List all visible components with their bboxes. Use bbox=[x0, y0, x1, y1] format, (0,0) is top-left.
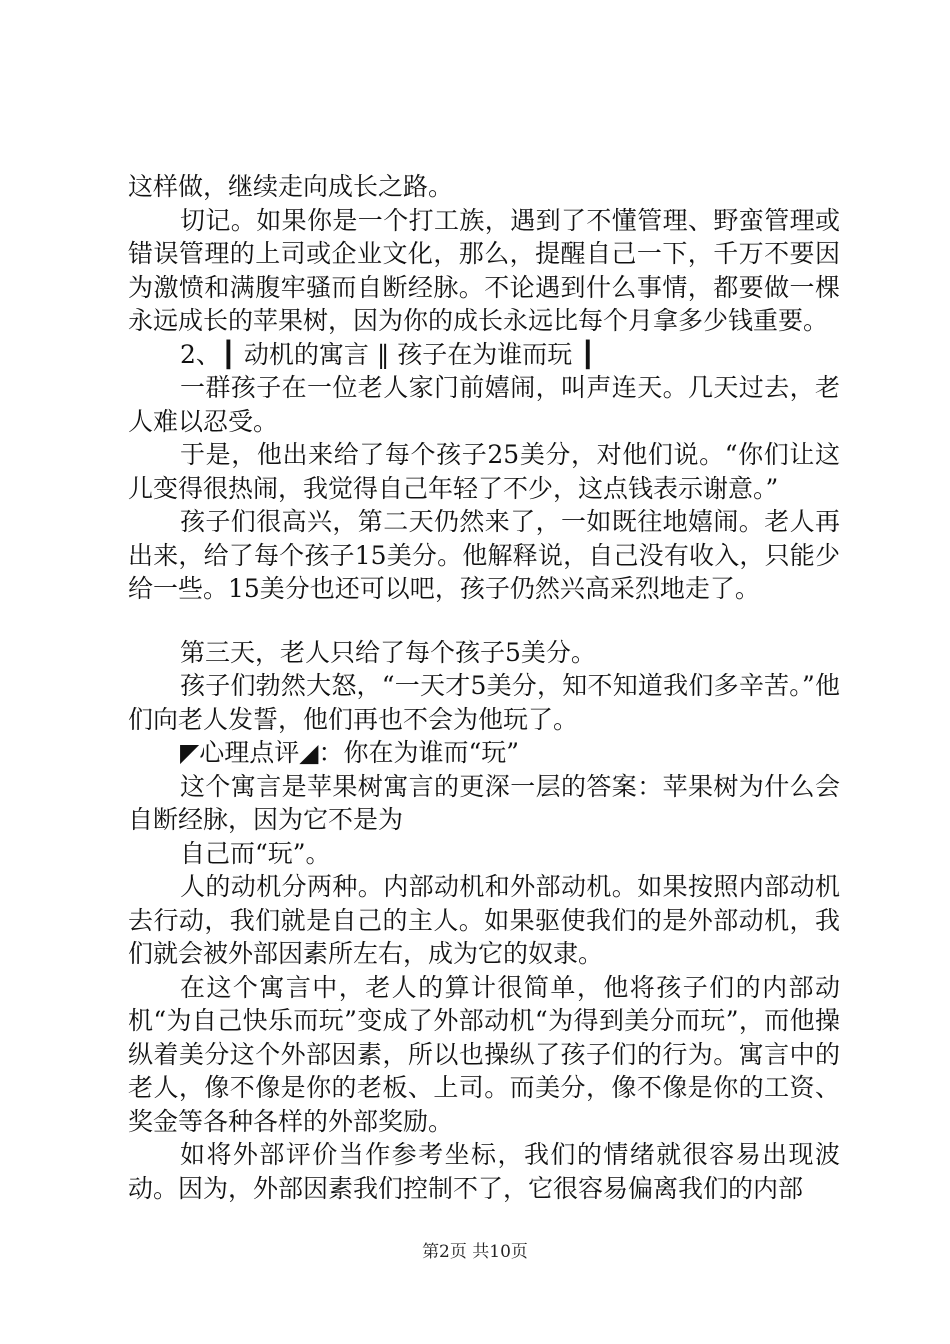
paragraph-children-angry: 孩子们勃然大怒，“一天才5美分，知不知道我们多辛苦。”他们向老人发誓，他们再也不会为他玩了。 bbox=[128, 671, 840, 734]
paragraph-day-one: 于是，他出来给了每个孩子25美分，对他们说。“你们让这儿变得很热闹，我觉得自己年轻了不少，这点钱表示谢意。” bbox=[128, 440, 840, 503]
document-body bbox=[128, 170, 840, 1205]
commentary-heading: ◤心理点评◢：你在为谁而“玩” bbox=[180, 738, 520, 767]
paragraph-commentary-fragment: 自己而“玩”。 bbox=[180, 838, 331, 868]
page-number-footer: 第2页 共10页 bbox=[422, 1242, 528, 1262]
paragraph-story-opening: 一群孩子在一位老人家门前嬉闹，叫声连天。几天过去，老人难以忍受。 bbox=[128, 373, 840, 436]
paragraph-day-two: 孩子们很高兴，第二天仍然来了，一如既往地嬉闹。老人再出来，给了每个孩子15美分。他解释说，自己没有收入，只能少给一些。15美分也还可以吧，孩子仍然兴高采烈地走了。 bbox=[128, 507, 840, 603]
paragraph-day-three: 第三天，老人只给了每个孩子5美分。 bbox=[180, 637, 596, 667]
paragraph-external-evaluation: 如将外部评价当作参考坐标，我们的情绪就很容易出现波动。因为，外部因素我们控制不了，它很容易偏离我们的内部 bbox=[128, 1140, 840, 1203]
section-heading: 2、┃ 动机的寓言 ‖ 孩子在为谁而玩 ┃ bbox=[180, 339, 596, 369]
paragraph-fable-analysis: 在这个寓言中，老人的算计很简单，他将孩子们的内部动机“为自己快乐而玩”变成了外部动机“为得到美分而玩”，而他操纵着美分这个外部因素，所以也操纵了孩子们的行为。寓言中的老人，像不像是你的老板、上司。而美分，像不像是你的工资、奖金等各种各样的外部奖励。 bbox=[128, 972, 840, 1136]
paragraph-motivation-types: 人的动机分两种。内部动机和外部动机。如果按照内部动机去行动，我们就是自己的主人。如果驱使我们的是外部动机，我们就会被外部因素所左右，成为它的奴隶。 bbox=[128, 872, 840, 968]
paragraph-spacer bbox=[128, 606, 840, 636]
paragraph-advice: 切记。如果你是一个打工族，遇到了不懂管理、野蛮管理或错误管理的上司或企业文化，那么，提醒自己一下，千万不要因为激愤和满腹牢骚而自断经脉。不论遇到什么事情，都要做一棵永远成长的苹果树，因为你的成长永远比每个月拿多少钱重要。 bbox=[128, 205, 840, 335]
paragraph-continuation: 这样做，继续走向成长之路。 bbox=[128, 172, 454, 201]
paragraph-commentary-intro: 这个寓言是苹果树寓言的更深一层的答案：苹果树为什么会自断经脉，因为它不是为 bbox=[128, 771, 840, 834]
